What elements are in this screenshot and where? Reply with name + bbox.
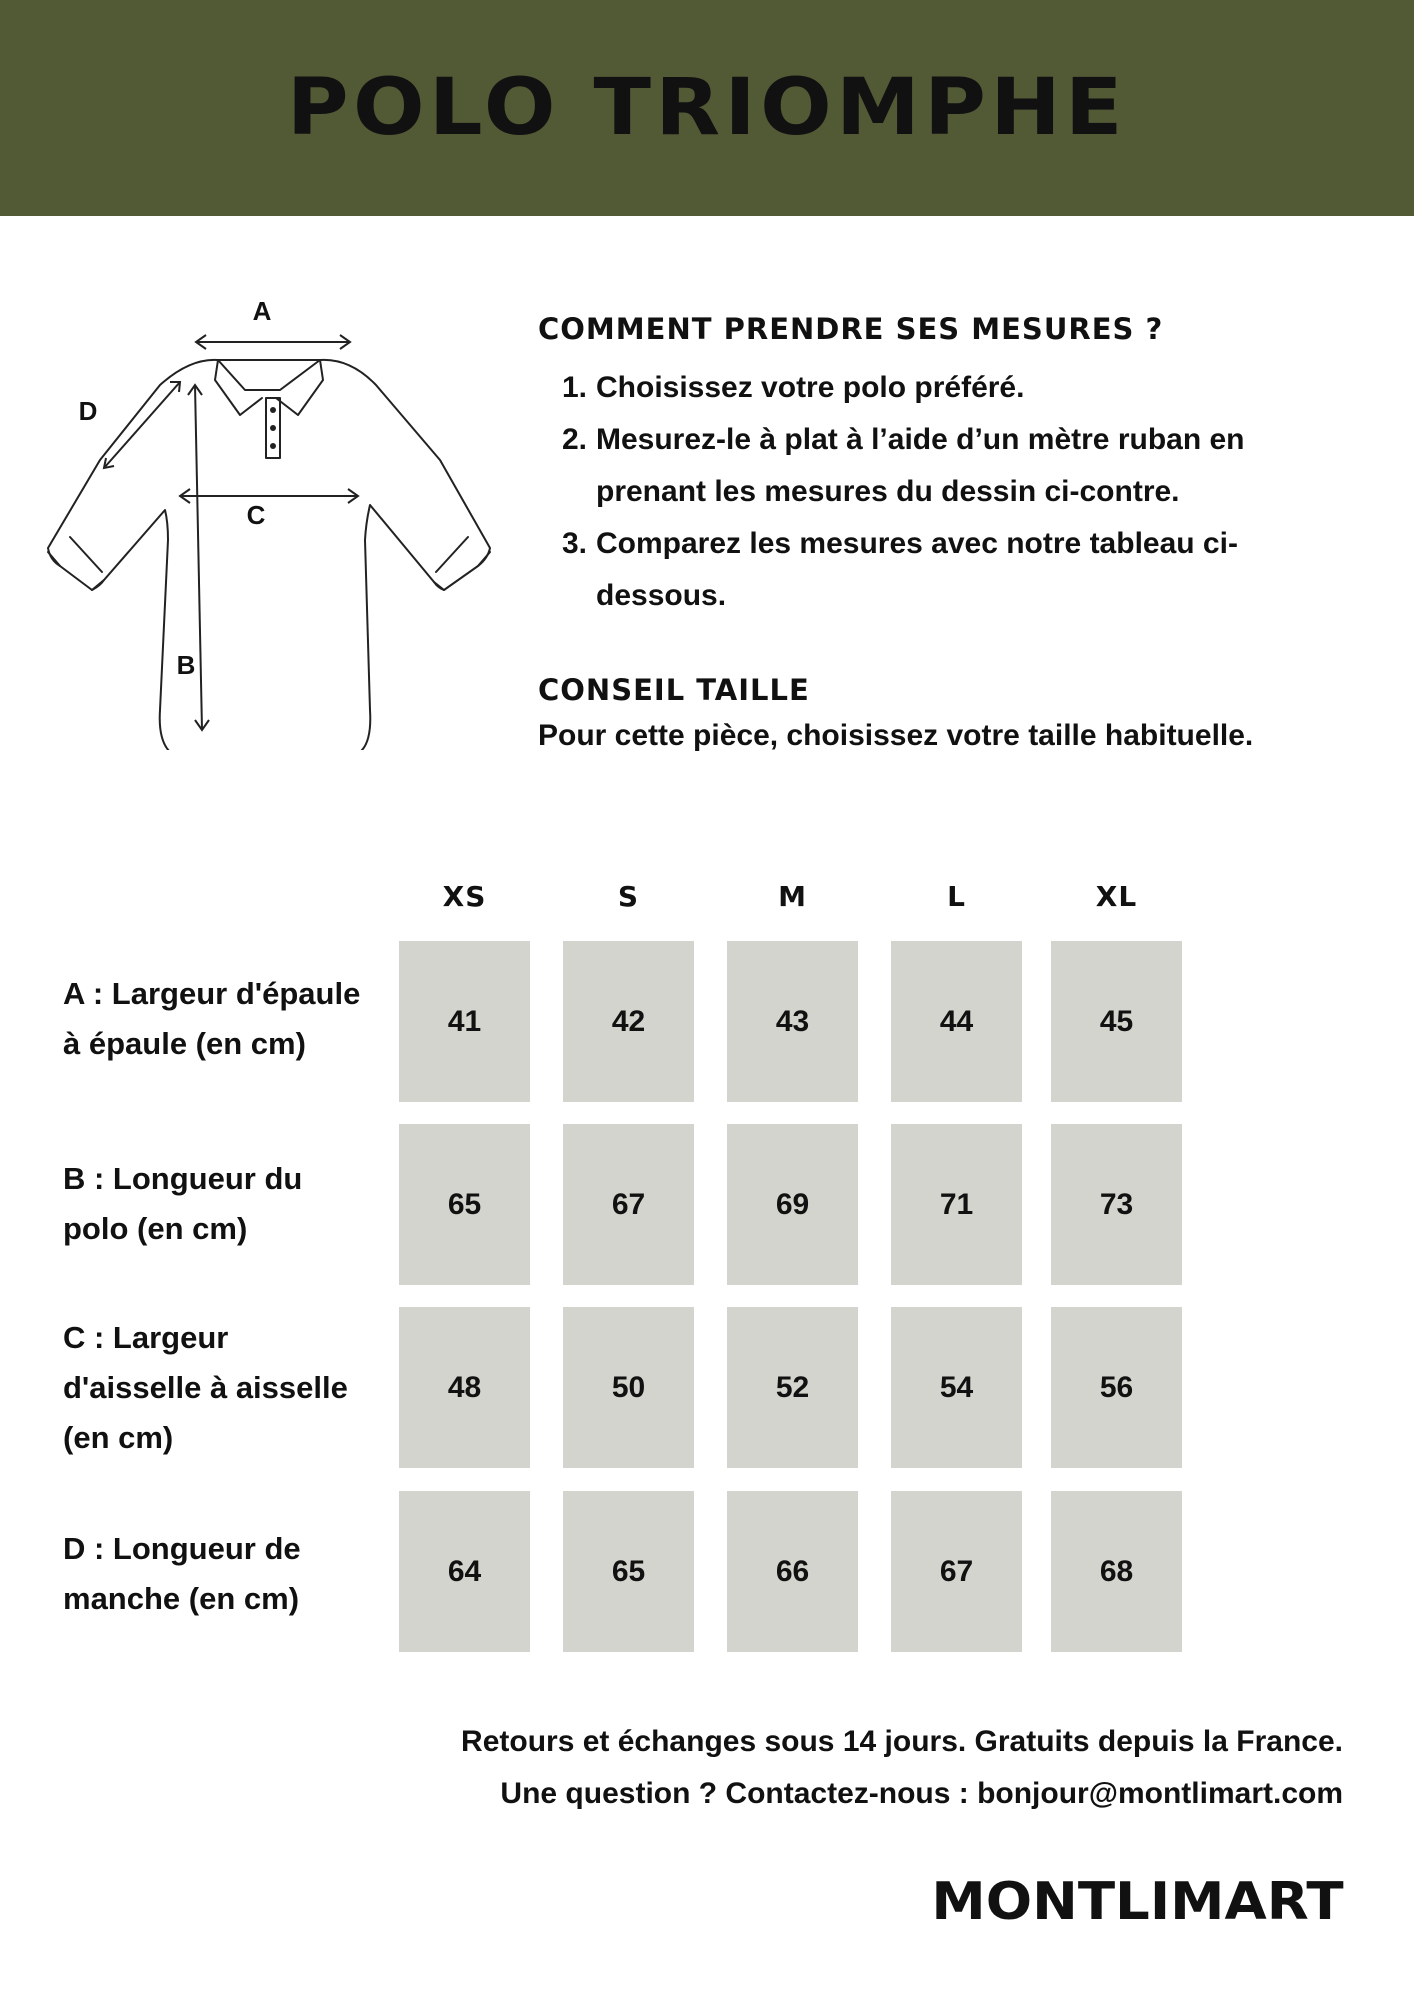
table-cell: 42 (563, 941, 694, 1102)
footer-info (461, 1716, 1343, 1820)
table-cell: 71 (891, 1124, 1022, 1285)
table-cell: 64 (399, 1491, 530, 1652)
table-cell: 66 (727, 1491, 858, 1652)
step-text: Comparez les mesures avec notre tableau ci-dessous. (596, 527, 1238, 612)
table-cell: 73 (1051, 1124, 1182, 1285)
step-number: 3. (562, 527, 588, 560)
table-cell: 54 (891, 1307, 1022, 1468)
steps-list (538, 362, 1358, 622)
size-advice (538, 673, 1358, 753)
polo-measurement-diagram (40, 290, 510, 750)
returns-policy: Retours et échanges sous 14 jours. Gratuits depuis la France. (461, 1725, 1343, 1758)
table-cell: 45 (1051, 941, 1182, 1102)
table-cell: 56 (1051, 1307, 1182, 1468)
table-cell: 69 (727, 1124, 858, 1285)
polo-sketch (40, 290, 510, 750)
size-header: L (947, 880, 966, 913)
table-cell: 50 (563, 1307, 694, 1468)
row-label: B : Longueur du polo (en cm) (63, 1161, 303, 1246)
list-item (538, 414, 1358, 518)
table-cell: 67 (563, 1124, 694, 1285)
list-item (538, 518, 1358, 622)
table-cell: 67 (891, 1491, 1022, 1652)
table-cell: 43 (727, 941, 858, 1102)
table-cell: 68 (1051, 1491, 1182, 1652)
size-header: M (778, 880, 807, 913)
label-d: D (78, 396, 98, 426)
contact-info: Une question ? Contactez-nous : bonjour@montlimart.com (500, 1777, 1343, 1810)
step-text: Choisissez votre polo préféré. (596, 371, 1025, 404)
step-number: 2. (562, 423, 588, 456)
row-label: A : Largeur d'épaule à épaule (en cm) (63, 976, 361, 1061)
table-cell: 52 (727, 1307, 858, 1468)
measurement-instructions (538, 312, 1358, 622)
row-label: D : Longueur de manche (en cm) (63, 1531, 301, 1616)
title-banner (0, 0, 1414, 216)
page-title: POLO TRIOMPHE (286, 63, 1128, 153)
table-cell: 65 (563, 1491, 694, 1652)
table-cell: 44 (891, 941, 1022, 1102)
table-cell: 65 (399, 1124, 530, 1285)
label-c: C (246, 500, 266, 530)
advice-text: Pour cette pièce, choisissez votre taille habituelle. (538, 719, 1254, 752)
advice-heading: CONSEIL TAILLE (538, 673, 810, 707)
size-header: XL (1095, 880, 1138, 913)
step-number: 1. (562, 371, 588, 404)
list-item (538, 362, 1358, 414)
row-label: C : Largeur d'aisselle à aisselle (en cm) (63, 1320, 348, 1455)
brand-logo: MONTLIMART (931, 1872, 1344, 1932)
label-a: A (252, 296, 272, 326)
table-cell: 41 (399, 941, 530, 1102)
instructions-heading: COMMENT PRENDRE SES MESURES ? (538, 312, 1164, 346)
size-header: S (617, 880, 640, 913)
label-b: B (176, 650, 196, 680)
step-text: Mesurez-le à plat à l’aide d’un mètre ruban en prenant les mesures du dessin ci-contre. (596, 423, 1245, 508)
table-cell: 48 (399, 1307, 530, 1468)
size-header: XS (442, 880, 487, 913)
